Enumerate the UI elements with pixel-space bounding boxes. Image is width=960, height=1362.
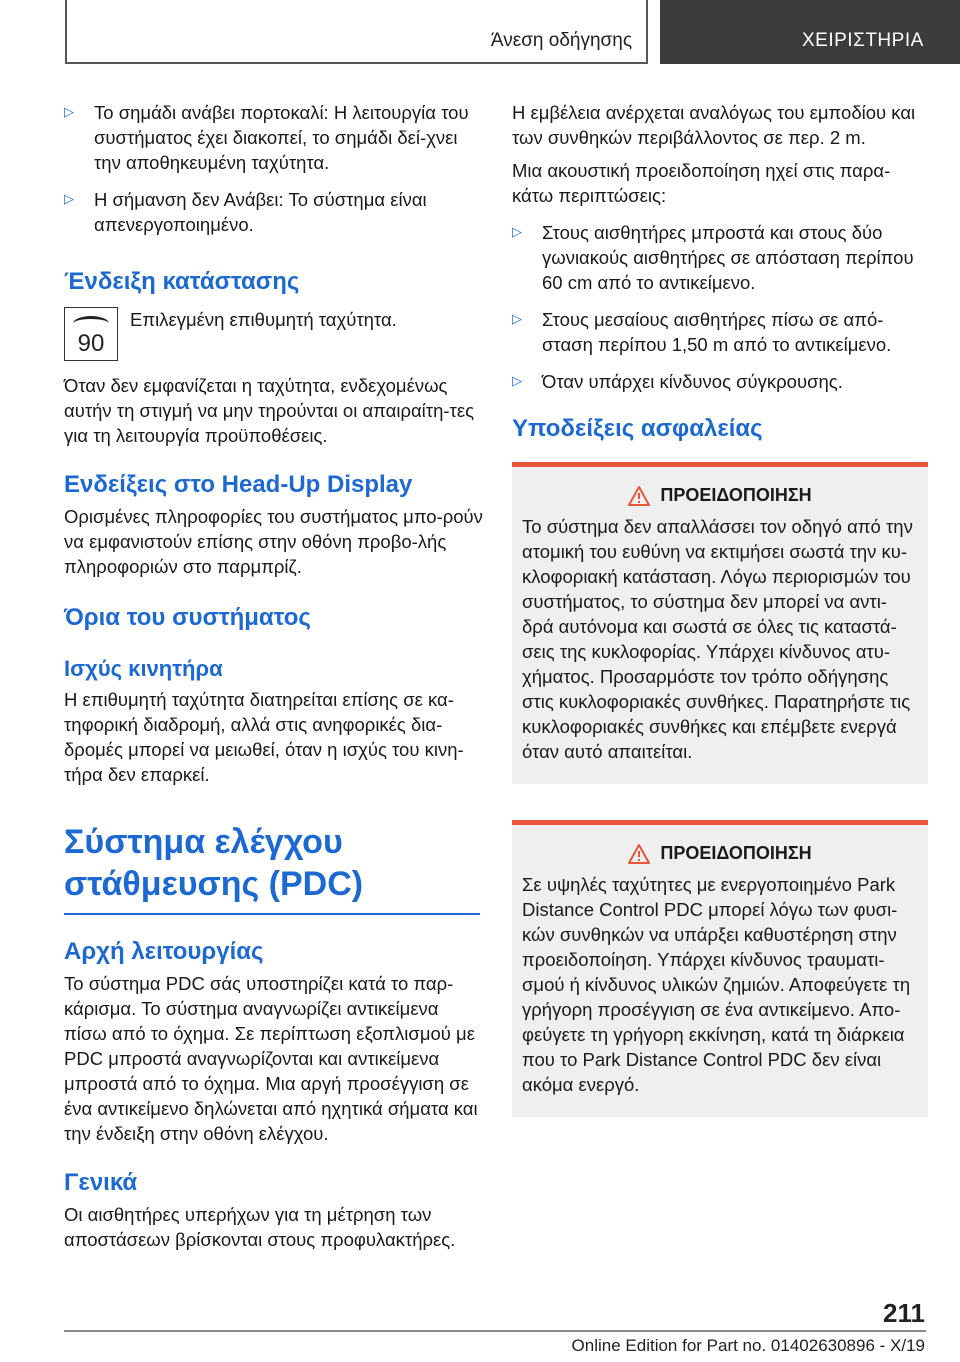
list-item-text: Το σημάδι ανάβει πορτοκαλί: Η λειτουργία του συστήματος έχει διακοπεί, το σημάδι δεί-χνει την αποθηκευμένη ταχύτητα. <box>94 102 469 173</box>
warning-title: ΠΡΟΕΙΔΟΠΟΙΗΣΗ <box>660 485 812 505</box>
list-item-text: Όταν υπάρχει κίνδυνος σύγκρουσης. <box>542 371 843 392</box>
list-item <box>512 220 930 295</box>
list-item-text: Στους αισθητήρες μπροστά και στους δύο γωνιακούς αισθητήρες σε απόσταση περίπου 60 cm από το αντικείμενο. <box>542 222 914 293</box>
section-divider <box>64 913 480 915</box>
heading-power: Ισχύς κινητήρα <box>64 656 223 681</box>
heading-general: Γενικά <box>64 1169 138 1196</box>
list-item <box>512 307 930 357</box>
status-text: Επιλεγμένη επιθυμητή ταχύτητα. <box>130 309 397 330</box>
page-number: 211 <box>883 1298 925 1328</box>
warning-title-row <box>522 843 918 864</box>
header-chapter-title: ΧΕΙΡΙΣΤΗΡΙΑ <box>802 30 924 51</box>
hud-paragraph: Ορισμένες πληροφορίες του συστήματος μπο-ρούν να εμφανιστούν επίσης στην οθόνη προβο-λής πληροφοριών στο παρμπρίζ. <box>64 506 483 577</box>
warning-triangle-icon <box>628 844 650 864</box>
status-indicator-row <box>64 307 484 361</box>
triangle-bullet-icon: ▷ <box>512 311 522 326</box>
heading-status: Ένδειξη κατάστασης <box>64 268 300 295</box>
general-paragraph: Οι αισθητήρες υπερήχων για τη μέτρηση των αποστάσεων βρίσκονται στους προφυλακτήρες. <box>64 1204 456 1250</box>
warning-text: Σε υψηλές ταχύτητες με ενεργοποιημένο Park Distance Control PDC μπορεί λόγω των φυσι-κών συνθηκών να υπάρξει καθυστέρηση στην προειδοποίηση. Υπάρχει κίνδυνος τραυματι-σμού ή κίνδυνος υλικών ζημιών. Αποφεύγετε τη γρήγορη προσέγγιση σε ένα αντικείμενο. Απο-φεύγετε τη γρήγορη εκκίνηση, κατά τη διάρκεια που το Park Distance Control PDC δεν είναι ακόμα ενεργό. <box>522 874 911 1095</box>
heading-pdc-line1: Σύστημα ελέγχου <box>64 823 343 861</box>
warning-box <box>512 820 928 1117</box>
acoustic-paragraph: Μια ακουστική προειδοποίηση ηχεί στις παρα-κάτω περιπτώσεις: <box>512 160 891 206</box>
heading-limits: Όρια του συστήματος <box>64 604 311 631</box>
triangle-bullet-icon: ▷ <box>512 224 522 239</box>
heading-principle: Αρχή λειτουργίας <box>64 938 264 965</box>
list-item-text: Η σήμανση δεν Ανάβει: Το σύστημα είναι απενεργοποιημένο. <box>94 189 427 235</box>
triangle-bullet-icon: ▷ <box>64 191 74 206</box>
header-section-title: Άνεση οδήγησης <box>490 30 632 51</box>
edition-text: Online Edition for Part no. 01402630896 - X/19 <box>571 1336 925 1355</box>
warning-text: Το σύστημα δεν απαλλάσσει τον οδηγό από την ατομική του ευθύνη να εκτιμήσει σωστά την κυ-κλοφοριακή κατάσταση. Λόγω περιορισμών του συστήματος, το σύστημα δεν μπορεί να αντι-δρά αυτόνομα και σωστά σε όλες τις καταστά-σεις της κυκλοφορίας. Υπάρχει κίνδυνος ατυ-χήματος. Προσαρμόστε τον τρόπο οδήγησης στις κυκλοφοριακές συνθήκες. Παρατηρήστε τις κυκλοφοριακές συνθήκες και επέμβετε ενεργά όταν αυτό απαιτείται. <box>522 516 913 762</box>
heading-safety: Υποδείξεις ασφαλείας <box>512 415 763 442</box>
triangle-bullet-icon: ▷ <box>512 373 522 388</box>
warning-title-row <box>522 485 918 506</box>
warning-title: ΠΡΟΕΙΔΟΠΟΙΗΣΗ <box>660 843 812 863</box>
right-column <box>512 100 930 1117</box>
status-paragraph: Όταν δεν εμφανίζεται η ταχύτητα, ενδεχομένως αυτήν τη στιγμή να μην τηρούνται οι απαιραίτη-τες για τη λειτουργία προϋποθέσεις. <box>64 375 474 446</box>
speed-indicator-value: 90 <box>77 330 105 357</box>
list-item <box>64 187 484 237</box>
warning-triangle-icon <box>628 486 650 506</box>
principle-paragraph: Το σύστημα PDC σάς υποστηρίζει κατά το παρ-κάρισμα. Το σύστημα αναγνωρίζει αντικείμενα πίσω από το όχημα. Σε περίπτωση εξοπλισμού με PDC μπροστά αναγνωρίζονται και αντικείμενα μπροστά από το όχημα. Μια αργή προσέγγιση σε ένα αντικείμενο δηλώνεται από ηχητικά σήματα και την ένδειξη στην οθόνη ελέγχου. <box>64 973 478 1144</box>
power-paragraph: Η επιθυμητή ταχύτητα διατηρείται επίσης σε κα-τηφορική διαδρομή, αλλά στις ανηφορικές δια-δρομές μπορεί να μειωθεί, όταν η ισχύς του κινη-τήρα δεν επαρκεί. <box>64 689 464 785</box>
speed-indicator-icon <box>64 307 118 361</box>
list-item <box>64 100 484 175</box>
footer-divider <box>64 1330 926 1332</box>
left-column <box>64 100 484 1252</box>
list-item-text: Στους μεσαίους αισθητήρες πίσω σε από-σταση περίπου 1,50 m από το αντικείμενο. <box>542 309 892 355</box>
heading-pdc-line2: στάθμευσης (PDC) <box>64 865 364 903</box>
list-item <box>512 369 930 394</box>
triangle-bullet-icon: ▷ <box>64 104 74 119</box>
header-section-box <box>65 0 648 64</box>
header-chapter-box <box>660 0 960 64</box>
warning-box <box>512 462 928 784</box>
range-paragraph: Η εμβέλεια ανέρχεται αναλόγως του εμποδίου και των συνθηκών περιβάλλοντος σε περ. 2 m. <box>512 102 916 148</box>
heading-hud: Ενδείξεις στο Head-Up Display <box>64 471 413 498</box>
